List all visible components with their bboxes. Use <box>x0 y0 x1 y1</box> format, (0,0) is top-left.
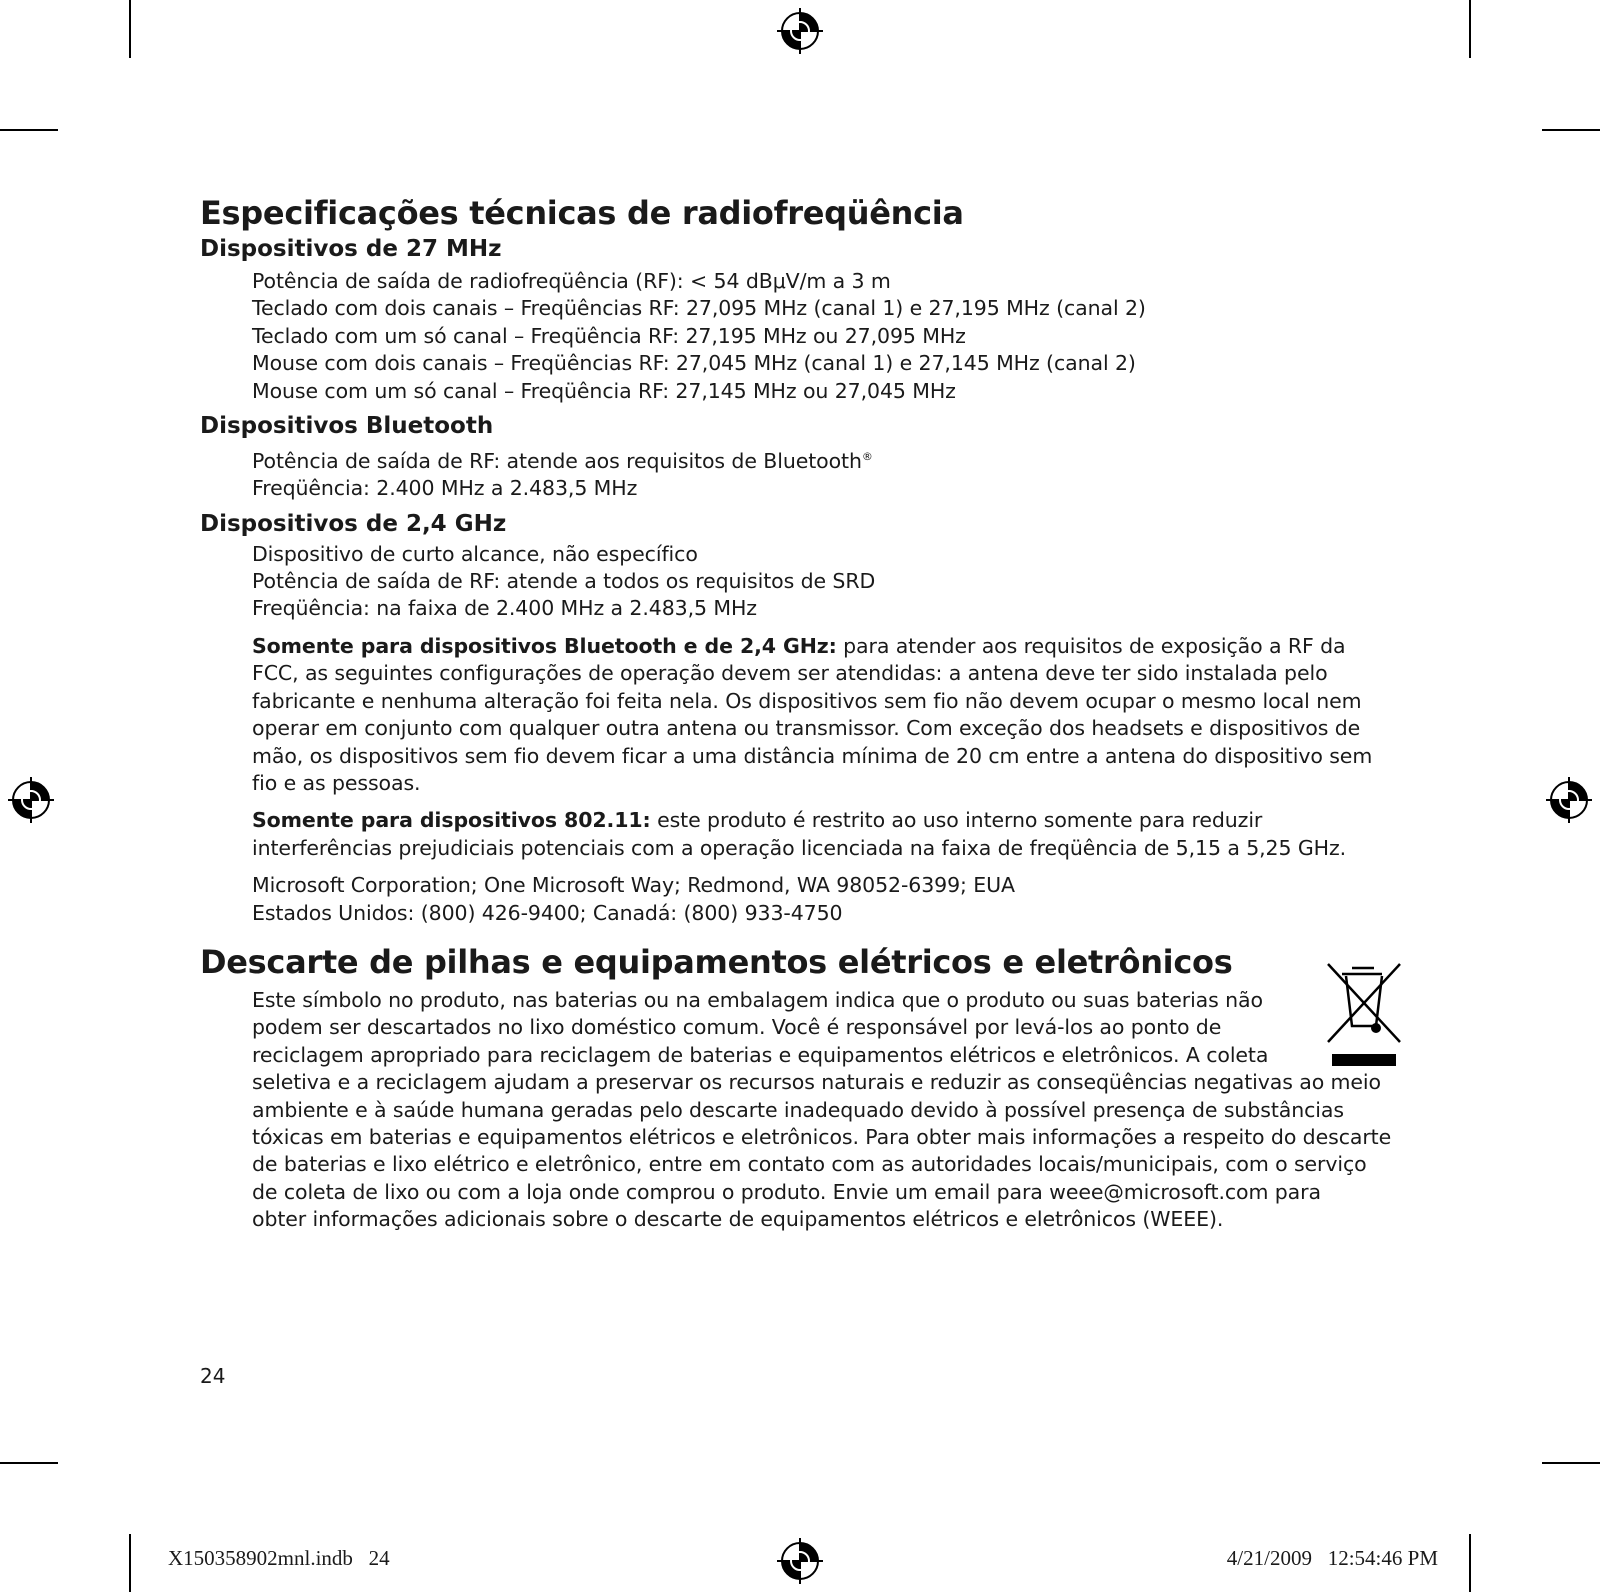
text-line: ambiente e à saúde humana geradas pelo descarte inadequado devido à possível presença de substâncias <box>252 1097 1344 1122</box>
note-fcc-text: para atender aos requisitos de exposição a RF da FCC, as seguintes configurações de operação devem ser atendidas: a antena deve ter sido instalada pelo fabricante e nenhuma alteração foi feita nela. Os dispositivos sem fio não devem ocupar o mesmo local nem operar em conjunto com qualquer outra antena ou transmissor. Com exceção dos headsets e dispositivos de mão, os dispositivos sem fio devem ficar a uma distância mínima de 20 cm entre a antena do dispositivo sem fio e as pessoas. <box>252 633 1373 795</box>
registration-mark-icon <box>1546 777 1592 823</box>
note-80211 <box>252 807 1398 862</box>
registration-mark-icon <box>777 1538 823 1584</box>
crop-mark <box>1542 129 1600 131</box>
note-80211-text: este produto é restrito ao uso interno somente para reduzir interferências prejudiciais potenciais com a operação licenciada na faixa de freqüência de 5,15 a 5,25 GHz. <box>252 808 1347 860</box>
list-27mhz <box>252 268 1400 405</box>
list-item: Freqüência: 2.400 MHz a 2.483,5 MHz <box>252 476 638 501</box>
crop-mark <box>1469 1534 1471 1592</box>
crop-mark <box>129 1534 131 1592</box>
registered-mark: ® <box>861 450 873 464</box>
registration-mark-icon <box>8 777 54 823</box>
page-content <box>200 192 1400 1234</box>
crop-mark <box>1469 0 1471 58</box>
note-fcc <box>252 633 1398 797</box>
list-item: Dispositivo de curto alcance, não específico <box>252 541 698 566</box>
address-line: Estados Unidos: (800) 426-9400; Canadá: (800) 933-4750 <box>252 900 843 925</box>
heading-24ghz: Dispositivos de 2,4 GHz <box>200 510 507 537</box>
registration-mark-icon <box>777 8 823 54</box>
heading-bluetooth: Dispositivos Bluetooth <box>200 413 494 440</box>
text-line: de coleta de lixo ou com a loja onde comprou o produto. Envie um email para weee@microsoft.com para <box>252 1179 1321 1204</box>
crop-mark <box>0 129 58 131</box>
list-item <box>252 443 1400 475</box>
section-title-disposal: Descarte de pilhas e equipamentos elétricos e eletrônicos <box>200 942 1233 981</box>
address-line: Microsoft Corporation; One Microsoft Way; Redmond, WA 98052-6399; EUA <box>252 873 1015 898</box>
list-item-text: Potência de saída de RF: atende aos requisitos de Bluetooth <box>252 448 862 473</box>
text-line: de baterias e lixo elétrico e eletrônico, entre em contato com as autoridades locais/municipais, com o serviço <box>252 1152 1367 1177</box>
text-line: obter informações adicionais sobre o descarte de equipamentos elétricos e eletrônicos (WEEE). <box>252 1207 1224 1232</box>
crop-mark <box>1542 1462 1600 1464</box>
list-item: Potência de saída de radiofreqüência (RF): < 54 dBμV/m a 3 m <box>252 269 891 293</box>
crop-mark <box>0 1462 58 1464</box>
list-bluetooth <box>252 443 1400 503</box>
crop-mark <box>129 0 131 58</box>
note-80211-label: Somente para dispositivos 802.11: <box>252 808 651 833</box>
section-title-rf-specs: Especificações técnicas de radiofreqüência <box>200 194 964 232</box>
disposal-text <box>252 987 1400 1234</box>
list-item: Potência de saída de RF: atende a todos os requisitos de SRD <box>252 569 876 594</box>
text-line: Este símbolo no produto, nas baterias ou na embalagem indica que o produto ou suas baterias não <box>252 987 1263 1012</box>
list-item: Teclado com dois canais – Freqüências RF: 27,095 MHz (canal 1) e 27,195 MHz (canal 2) <box>252 296 1146 321</box>
list-24ghz <box>252 541 1400 623</box>
list-item: Mouse com dois canais – Freqüências RF: 27,045 MHz (canal 1) e 27,145 MHz (canal 2) <box>252 351 1136 376</box>
note-fcc-label: Somente para dispositivos Bluetooth e de 2,4 GHz: <box>252 633 837 658</box>
page-number: 24 <box>200 1364 226 1388</box>
text-line: podem ser descartados no lixo doméstico comum. Você é responsável por levá-los ao ponto de <box>252 1015 1222 1040</box>
text-line: reciclagem apropriado para reciclagem de baterias e equipamentos elétricos e eletrônicos. A coleta <box>252 1042 1269 1067</box>
text-line: tóxicas em baterias e equipamentos elétricos e eletrônicos. Para obter mais informações a respeito do descarte <box>252 1124 1392 1149</box>
heading-27mhz: Dispositivos de 27 MHz <box>200 236 502 262</box>
footer-file-name: X150358902mnl.indb 24 <box>168 1546 390 1570</box>
address-block <box>252 872 1400 927</box>
list-item: Freqüência: na faixa de 2.400 MHz a 2.483,5 MHz <box>252 596 757 621</box>
text-line: seletiva e a reciclagem ajudam a preservar os recursos naturais e reduzir as conseqüências negativas ao meio <box>252 1070 1381 1095</box>
list-item: Mouse com um só canal – Freqüência RF: 27,145 MHz ou 27,045 MHz <box>252 378 956 403</box>
footer-timestamp: 4/21/2009 12:54:46 PM <box>1226 1546 1438 1570</box>
list-item: Teclado com um só canal – Freqüência RF: 27,195 MHz ou 27,095 MHz <box>252 323 966 348</box>
crossed-out-wheelie-bin-icon <box>1324 962 1404 1070</box>
